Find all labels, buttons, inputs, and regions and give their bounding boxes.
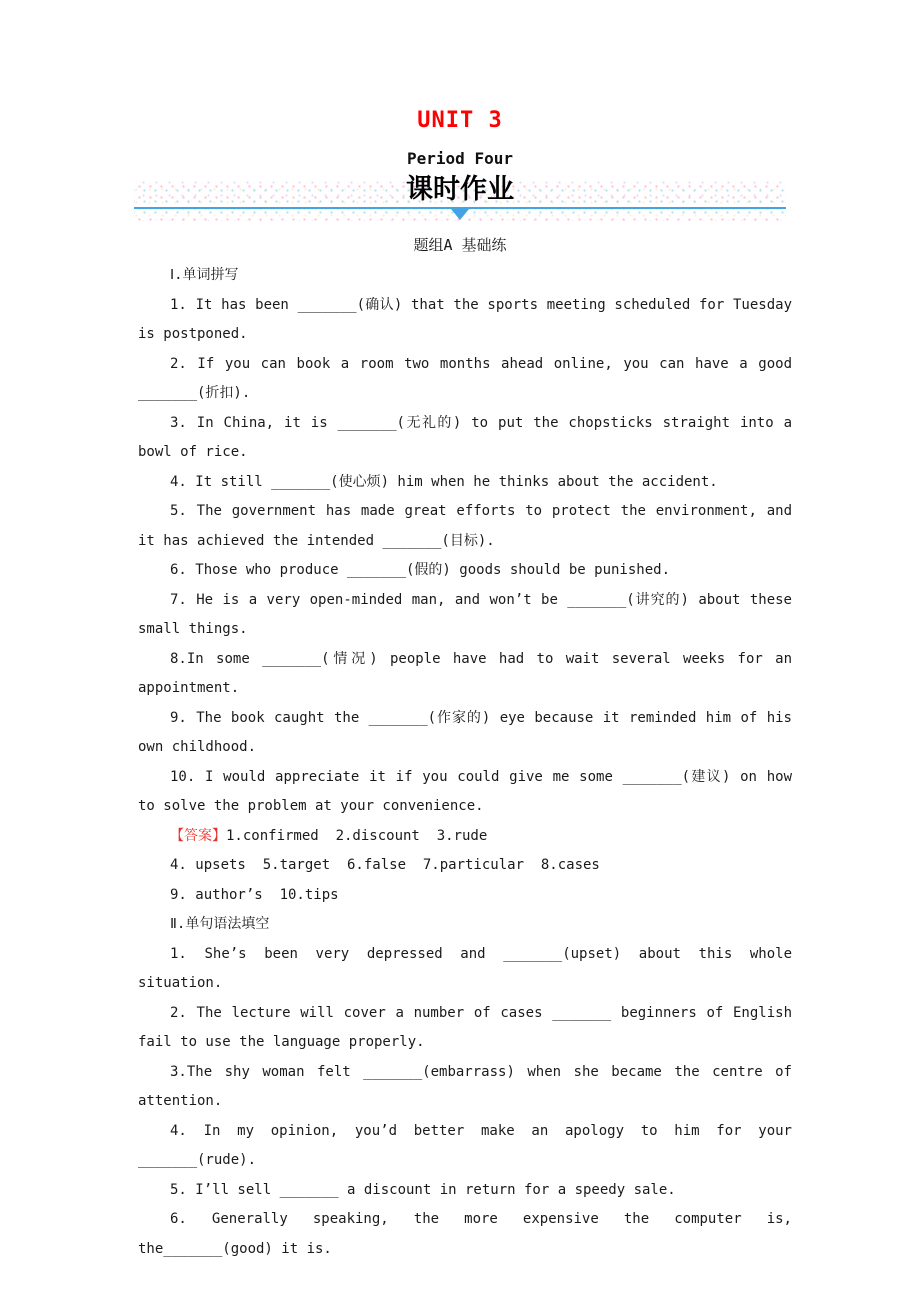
answers-line	[138, 822, 792, 852]
section2-heading: Ⅱ.单句语法填空	[170, 916, 270, 932]
exercise-item: 3.The shy woman felt _______(embarrass) when she became the centre of attention.	[138, 1063, 801, 1109]
triangle-down-icon	[451, 209, 469, 220]
section1-heading: Ⅰ.单词拼写	[170, 267, 239, 283]
exercise-item: 2. If you can book a room two months ahead online, you can have a good _______(折扣).	[138, 355, 801, 401]
answer-values: 1.confirmed 2.discount 3.rude	[226, 827, 488, 844]
exercise-item: 6. Generally speaking, the more expensive the computer is, the_______(good) it is.	[138, 1211, 801, 1257]
exercise-item: 1. It has been _______(确认) that the sports meeting scheduled for Tuesday is postponed.	[138, 296, 801, 342]
unit-title: UNIT 3	[417, 108, 503, 133]
exercise-item: 8.In some _______(情况) people have had to wait several weeks for an appointment.	[138, 650, 801, 696]
worksheet-body	[138, 261, 801, 1264]
answers-line: 4. upsets 5.target 6.false 7.particular 8.cases	[170, 857, 600, 873]
lesson-banner	[134, 174, 786, 221]
answer-label: 【答案】	[170, 827, 226, 844]
exercise-item: 6. Those who produce _______(假的) goods should be punished.	[170, 562, 671, 578]
exercise-item: 10. I would appreciate it if you could give me some _______(建议) on how to solve the problem at your convenience.	[138, 768, 801, 814]
exercise-item: 5. I’ll sell _______ a discount in return for a speedy sale.	[170, 1181, 676, 1198]
exercise-item: 3. In China, it is _______(无礼的) to put the chopsticks straight into a bowl of rice.	[138, 414, 801, 460]
exercise-item: 4. It still _______(使心烦) him when he thinks about the accident.	[170, 473, 718, 490]
exercise-item: 7. He is a very open-minded man, and won’t be _______(讲究的) about these small things.	[138, 591, 801, 637]
exercise-item: 5. The government has made great efforts to protect the environment, and it has achieved the intended _______(目标).	[138, 503, 801, 549]
exercise-item: 4. In my opinion, you’d better make an apology to him for your _______(rude).	[138, 1122, 801, 1168]
exercise-item: 2. The lecture will cover a number of cases _______ beginners of English fail to use the language properly.	[138, 1004, 801, 1050]
exercise-item: 1. She’s been very depressed and _______(upset) about this whole situation.	[138, 945, 801, 991]
page-header	[0, 0, 920, 256]
period-title: Period Four	[407, 149, 513, 168]
exercise-item: 9. The book caught the _______(作家的) eye because it reminded him of his own childhood.	[138, 709, 801, 755]
answers-line: 9. author’s 10.tips	[170, 886, 339, 903]
banner-title: 课时作业	[406, 174, 514, 205]
question-group-label: 题组A 基础练	[413, 236, 507, 254]
